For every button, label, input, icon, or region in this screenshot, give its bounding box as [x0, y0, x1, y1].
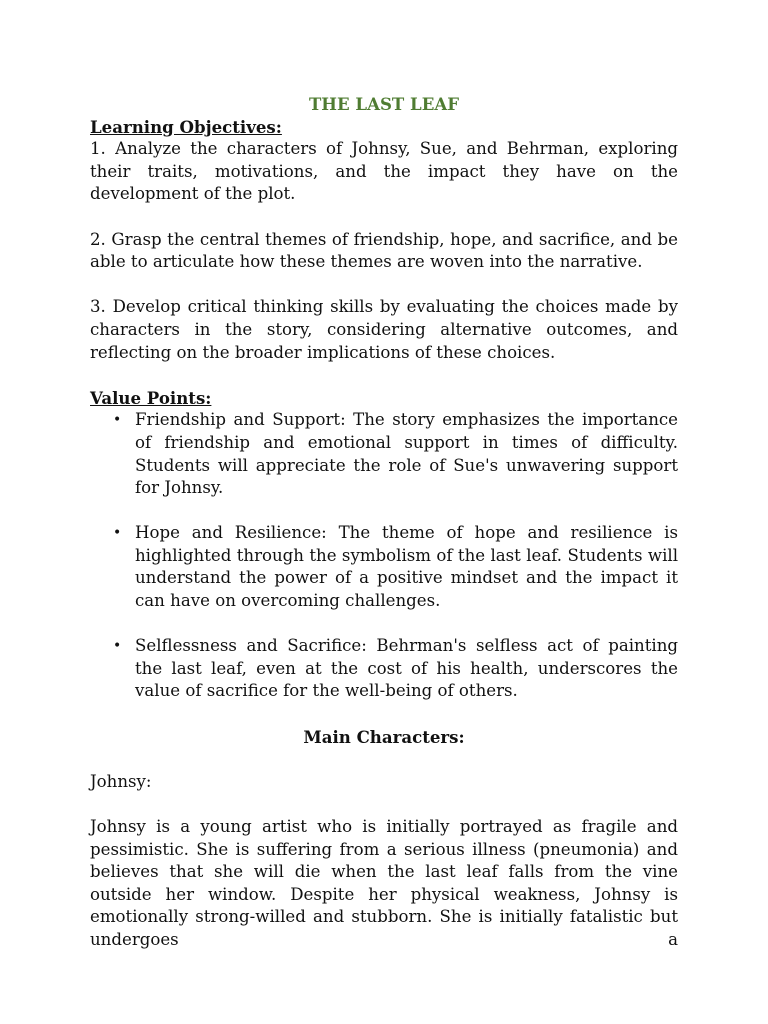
- paragraph-gap: [90, 748, 678, 771]
- value-points-list: [90, 409, 678, 703]
- learning-objective-3: 3. Develop critical thinking skills by evaluating the choices made by characters in the story, considering alternative outcomes, and reflecting on the broader implications of these choices.: [90, 297, 678, 362]
- bullet-icon: •: [113, 638, 122, 655]
- paragraph-gap: [90, 703, 678, 726]
- list-item: [113, 409, 678, 499]
- paragraph-gap: [90, 206, 678, 229]
- document-title: THE LAST LEAF: [308, 94, 460, 114]
- paragraph-gap: [90, 364, 678, 387]
- learning-objectives-heading: Learning Objectives:: [90, 116, 282, 137]
- list-item: [113, 522, 678, 612]
- value-point-text: Hope and Resilience: The theme of hope and resilience is highlighted through the symbolism of the last leaf. Students will understand the power of a positive mindset and the impact it can have on overcoming challenges.: [135, 523, 678, 611]
- list-gap: [135, 500, 678, 523]
- value-point-text: Friendship and Support: The story emphasizes the importance of friendship and emotional support in times of difficulty. Students will appreciate the role of Sue's unwavering support for Johnsy.: [135, 410, 678, 498]
- learning-objective-1: 1. Analyze the characters of Johnsy, Sue, and Behrman, exploring their traits, motivations, and the impact they have on the development of the plot.: [90, 139, 678, 204]
- document-page: [90, 93, 678, 952]
- list-item: [113, 635, 678, 703]
- johnsy-description: Johnsy is a young artist who is initially portrayed as fragile and pessimistic. She is suffering from a serious illness (pneumonia) and believes that she will die when the last leaf falls from the vine outside her window. Despite her physical weakness, Johnsy is emotionally strong-willed and stubborn. She is initially fatalistic but undergoes a: [90, 817, 678, 949]
- bullet-icon: •: [113, 412, 122, 429]
- bullet-icon: •: [113, 525, 122, 542]
- johnsy-label: Johnsy:: [90, 771, 152, 791]
- value-points-heading: Value Points:: [90, 387, 212, 408]
- main-characters-heading: Main Characters:: [303, 726, 465, 747]
- paragraph-gap: [90, 274, 678, 297]
- learning-objective-2: 2. Grasp the central themes of friendship, hope, and sacrifice, and be able to articulate how these themes are woven into the narrative.: [90, 229, 678, 272]
- list-gap: [135, 613, 678, 636]
- paragraph-gap: [90, 793, 678, 816]
- value-point-text: Selflessness and Sacrifice: Behrman's selfless act of painting the last leaf, even at the cost of his health, underscores the value of sacrifice for the well-being of others.: [135, 636, 678, 701]
